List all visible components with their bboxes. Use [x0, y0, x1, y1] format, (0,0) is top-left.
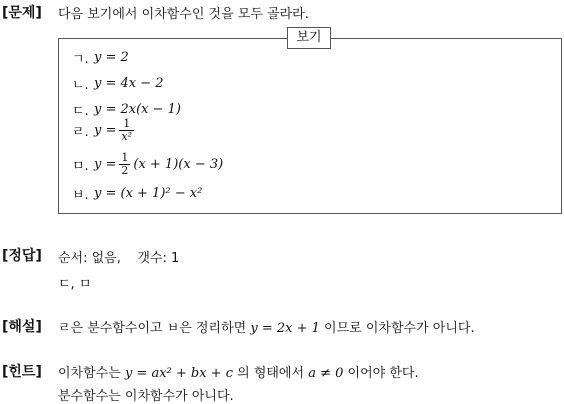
- answer-order: 순서: 없음,: [58, 251, 121, 266]
- explanation-math: y = 2x + 1: [250, 321, 320, 336]
- explanation-text-a: ㄹ은 분수함수이고 ㅂ은 정리하면: [58, 321, 247, 336]
- fraction-denominator: x²: [121, 130, 132, 143]
- fraction-numerator: 1: [121, 151, 129, 164]
- item-expression: y = (x + 1)² − x²: [94, 186, 203, 201]
- hint-text-c: 이어야 한다.: [347, 366, 419, 381]
- answer-tag: [정답]: [2, 248, 42, 264]
- hint-math-2: a ≠ 0: [308, 366, 344, 381]
- item-mark: ㅂ.: [72, 188, 89, 203]
- item-expression-prefix: y =: [94, 123, 117, 138]
- item-mark: ㅁ.: [72, 159, 89, 174]
- answer-count: 갯수: 1: [137, 251, 180, 266]
- example-item-5: [72, 152, 223, 177]
- hint-tag: [힌트]: [2, 364, 42, 380]
- question-text: 다음 보기에서 이차함수인 것을 모두 골라라.: [58, 7, 309, 22]
- example-item-2: [72, 74, 164, 93]
- explanation-text: [58, 317, 475, 336]
- item-expression: y = 2: [94, 50, 129, 65]
- fraction: [119, 152, 130, 177]
- explanation-text-b: 이므로 이차함수가 아니다.: [324, 321, 475, 336]
- answer-line-1: [58, 247, 179, 266]
- example-item-6: [72, 184, 202, 203]
- hint-line-2: 분수함수는 이차함수가 아니다.: [58, 389, 234, 404]
- explanation-tag: [해설]: [2, 319, 42, 335]
- fraction-denominator: 2: [121, 164, 129, 177]
- hint-math-1: y = ax² + bx + c: [124, 366, 233, 381]
- answer-line-2: ㄷ, ㅁ: [58, 277, 92, 292]
- hint-text-a: 이차함수는: [58, 366, 121, 381]
- item-expression-suffix: (x + 1)(x − 3): [133, 157, 224, 172]
- fraction: [119, 118, 134, 143]
- example-item-1: [72, 48, 129, 67]
- item-mark: ㄴ.: [72, 78, 89, 93]
- item-expression: y = 2x(x − 1): [94, 102, 182, 117]
- question-tag: [문제]: [2, 5, 42, 21]
- item-expression-prefix: y =: [94, 157, 117, 172]
- item-mark: ㄹ.: [72, 125, 89, 140]
- item-mark: ㄷ.: [72, 104, 89, 119]
- example-item-4: [72, 118, 137, 143]
- item-mark: ㄱ.: [72, 52, 89, 67]
- hint-text-b: 의 형태에서: [237, 366, 305, 381]
- example-box-title: 보기: [287, 27, 331, 49]
- hint-line-1: [58, 362, 419, 381]
- item-expression: y = 4x − 2: [94, 76, 164, 91]
- fraction-numerator: 1: [123, 117, 131, 130]
